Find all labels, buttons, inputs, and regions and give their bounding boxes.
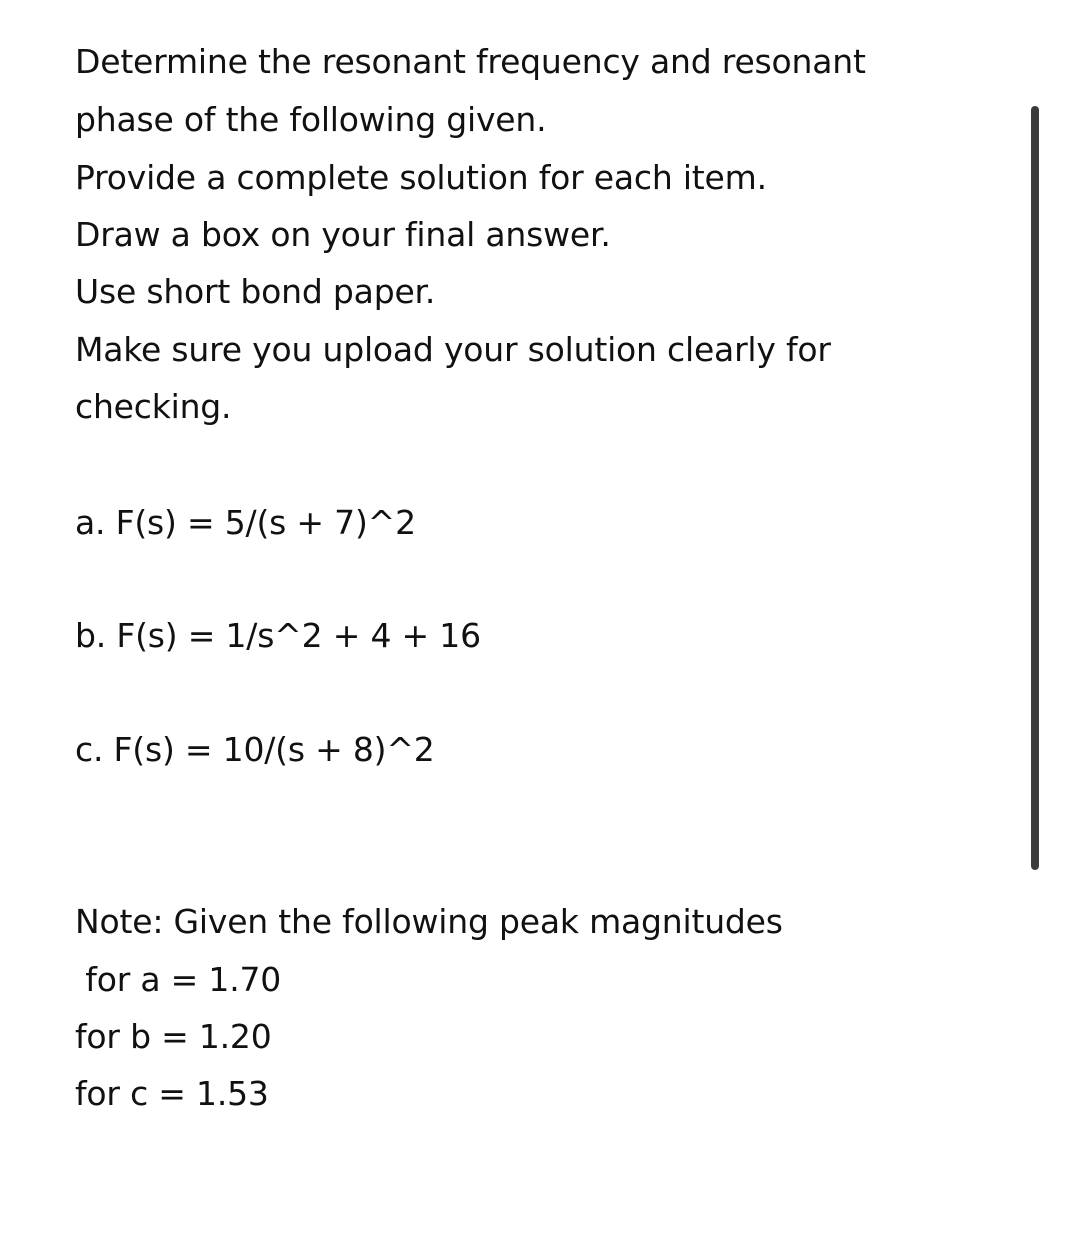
note-item-b: for b = 1.20 — [75, 1017, 272, 1056]
instruction-line-5: Use short bond paper. — [75, 272, 436, 311]
problem-c: c. F(s) = 10/(s + 8)^2 — [75, 730, 435, 769]
instruction-line-7: checking. — [75, 387, 232, 426]
instruction-line-1: Determine the resonant frequency and resonant — [75, 42, 866, 81]
instruction-line-2: phase of the following given. — [75, 100, 547, 139]
note-item-a: for a = 1.70 — [75, 960, 282, 999]
problem-a: a. F(s) = 5/(s + 7)^2 — [75, 503, 416, 542]
scrollbar-thumb[interactable] — [1031, 106, 1039, 870]
instruction-line-6: Make sure you upload your solution clearly for — [75, 330, 831, 369]
note-item-c: for c = 1.53 — [75, 1074, 269, 1113]
instruction-line-3: Provide a complete solution for each item. — [75, 158, 767, 197]
note-heading: Note: Given the following peak magnitudes — [75, 902, 783, 941]
problem-b: b. F(s) = 1/s^2 + 4 + 16 — [75, 616, 481, 655]
instruction-line-4: Draw a box on your final answer. — [75, 215, 611, 254]
